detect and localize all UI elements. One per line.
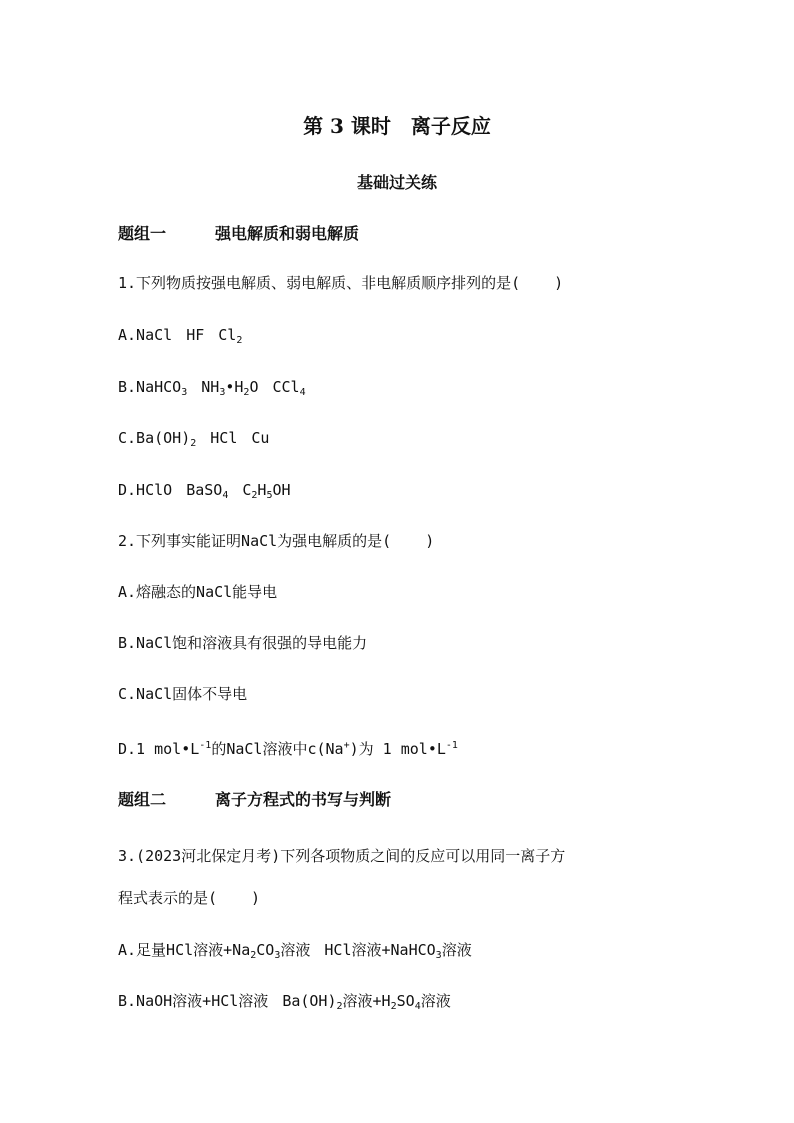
group-heading-2 [118, 787, 392, 810]
question-3-option-b: B.NaOH溶液+HCl溶液 $Ba(OH)_2$溶液$+H_2SO_4$溶液 [118, 992, 451, 1012]
question-3-stem-line-2: 程式表示的是( ) [118, 889, 261, 907]
question-2-stem: 2.下列事实能证明NaCl为强电解质的是( ) [118, 532, 435, 550]
group-heading-1 [118, 221, 360, 244]
question-1-stem: 1.下列物质按强电解质、弱电解质、非电解质顺序排列的是( ) [118, 274, 564, 292]
question-1-option-a: A.NaCl HF $Cl_2$ [118, 326, 243, 346]
question-2-option-c: C.NaCl固体不导电 [118, 685, 248, 703]
group-label: 题组一 [118, 224, 167, 243]
page-title: 第 3 课时 离子反应 [303, 114, 491, 138]
question-2-option-a: A.熔融态的NaCl能导电 [118, 583, 278, 601]
question-1-option-b: B.NaHCO$_3$ $NH_3•H_2O$ CCl$_4$ [118, 378, 306, 398]
group-name: 强电解质和弱电解质 [215, 224, 360, 243]
question-1-option-d: D.HClO BaSO$_4$ $C_2H_5OH$ [118, 481, 291, 501]
question-2-option-b: B.NaCl饱和溶液具有很强的导电能力 [118, 634, 368, 652]
question-3-option-a: A.足量HCl溶液$+Na_2CO_3$溶液 HCl溶液+NaHCO$_3$溶液 [118, 941, 472, 961]
question-3-stem-line-1: 3.(2023河北保定月考)下列各项物质之间的反应可以用同一离子方 [118, 847, 566, 865]
question-1-option-c: $C.Ba(OH)_2$ HCl Cu [118, 429, 270, 449]
section-subtitle: 基础过关练 [356, 173, 437, 192]
question-2-option-d: D.1 $mol•L^{-1}$的NaCl溶液中c(Na+)为 1 $mol•L^{-1}$ [118, 740, 458, 758]
group-name: 离子方程式的书写与判断 [215, 790, 392, 809]
group-label: 题组二 [118, 790, 167, 809]
